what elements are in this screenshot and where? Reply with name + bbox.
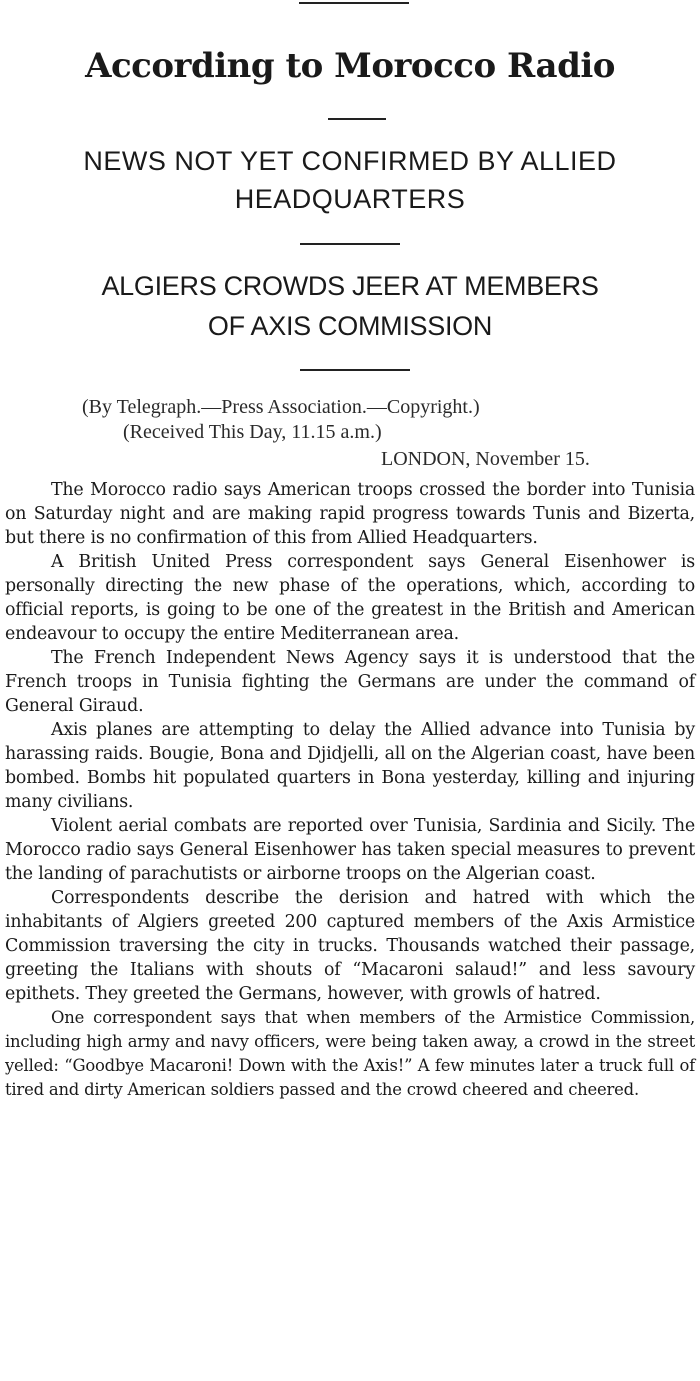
article-paragraph: The French Independent News Agency says it is understood that the French troops in Tunisia fighting the Germans are under the command of General Giraud. bbox=[5, 648, 695, 716]
main-headline: According to Morocco Radio bbox=[85, 46, 615, 86]
headline-divider-3 bbox=[300, 369, 410, 371]
subheadline-1 bbox=[0, 142, 700, 218]
received-time: (Received This Day, 11.15 a.m.) bbox=[123, 421, 382, 443]
dateline: LONDON, November 15. bbox=[381, 448, 590, 470]
article-paragraph: A British United Press correspondent says General Eisenhower is personally directing the new phase of the operations, which, according to official reports, is going to be one of the greatest in the British and American endeavour to occupy the entire Mediterranean area. bbox=[5, 552, 695, 644]
subheadline-2-line-1: ALGIERS CROWDS JEER AT MEMBERS bbox=[101, 271, 599, 301]
article-paragraph: The Morocco radio says American troops crossed the border into Tunisia on Saturday night and are making rapid progress towards Tunis and Bizerta, but there is no confirmation of this from Allied Headquarters. bbox=[5, 480, 695, 548]
article-paragraph: Axis planes are attempting to delay the Allied advance into Tunisia by harassing raids. Bougie, Bona and Djidjelli, all on the Algerian coast, have been bombed. Bombs hit populated quarters in Bona yesterday, killing and injuring many civilians. bbox=[5, 720, 695, 812]
article-paragraph: Correspondents describe the derision and hatred with which the inhabitants of Algiers greeted 200 captured members of the Axis Armistice Commission traversing the city in trucks. Thousands watched their passage, greeting the Italians with shouts of “Macaroni salaud!” and less savoury epithets. They greeted the Germans, however, with growls of hatred. bbox=[5, 888, 695, 1004]
subheadline-1-line-2: HEADQUARTERS bbox=[234, 184, 466, 214]
press-credit: (By Telegraph.—Press Association.—Copyright.) bbox=[82, 396, 480, 418]
subheadline-1-line-1: NEWS NOT YET CONFIRMED BY ALLIED bbox=[83, 146, 617, 176]
article-paragraph: Violent aerial combats are reported over Tunisia, Sardinia and Sicily. The Morocco radio says General Eisenhower has taken special measures to prevent the landing of parachutists or airborne troops on the Algerian coast. bbox=[5, 816, 695, 884]
top-rule bbox=[299, 2, 409, 4]
subheadline-2-line-2: OF AXIS COMMISSION bbox=[207, 311, 493, 341]
article-paragraph: One correspondent says that when members of the Armistice Commission, including high army and navy officers, were being taken away, a crowd in the street yelled: “Goodbye Macaroni! Down with the Axis!” A few minutes later a truck full of tired and dirty American soldiers passed and the crowd cheered and cheered. bbox=[5, 1008, 695, 1099]
headline-divider-2 bbox=[300, 243, 400, 245]
headline-divider-1 bbox=[328, 118, 386, 120]
subheadline-2 bbox=[0, 266, 700, 346]
article-body bbox=[5, 478, 695, 1102]
